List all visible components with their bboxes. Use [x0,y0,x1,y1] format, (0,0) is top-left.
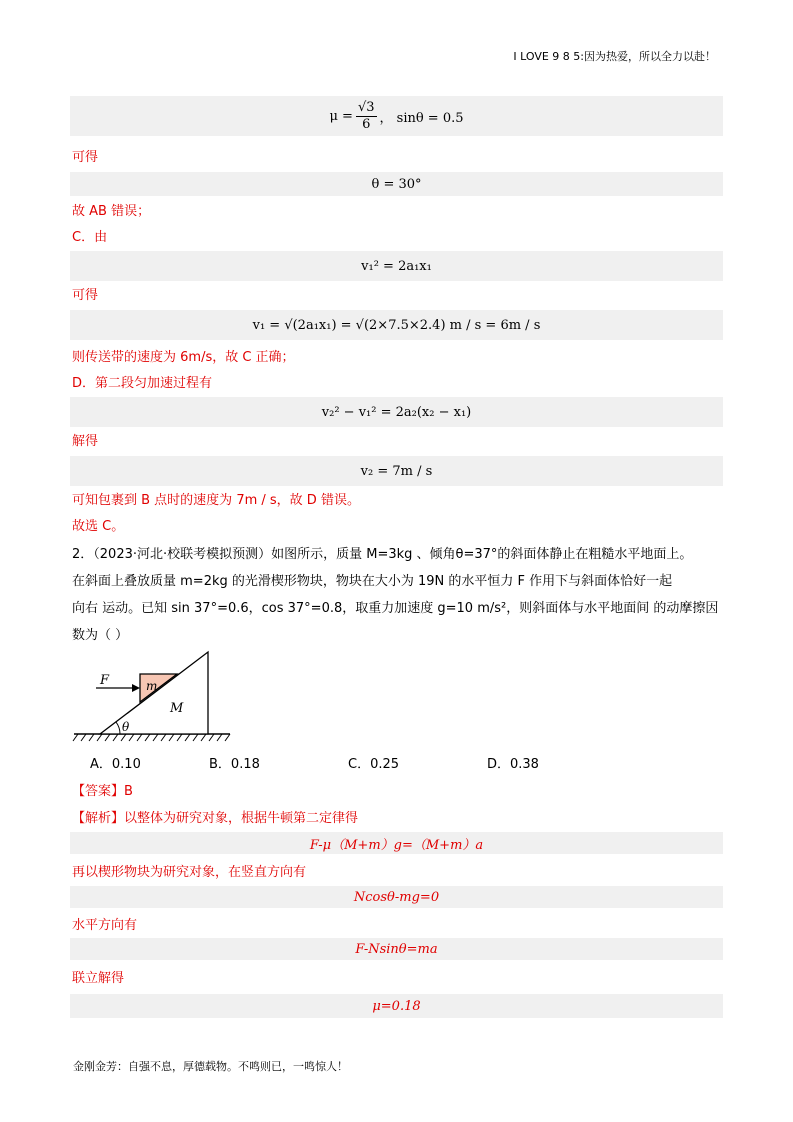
label-F: F [100,673,110,688]
text-choose-c: 故选 C。 [72,519,125,534]
equation-horizontal: F-Nsinθ=ma [70,938,723,960]
text-kede-2: 可得 [72,288,99,303]
incline-M [100,652,208,734]
answer-line: 【答案】B [72,784,133,799]
equation-v1-value: v₁ = √(2a₁x₁) = √(2×7.5×2.4) m / s = 6m / s [70,310,723,340]
ground-hatch [73,734,230,741]
incline-figure [70,648,235,744]
text-horizontal-intro: 水平方向有 [72,918,138,933]
label-m: m [146,679,158,693]
equation-newton-whole: F-μ（M+m）g=（M+m）a [70,832,723,854]
question-line-1: 2．（2023·河北·校联考模拟预测）如图所示，质量 M=3kg 、倾角θ=37°的斜面体静止在粗糙水平地面上。 [72,547,693,562]
text-combine: 联立解得 [72,971,125,986]
text-c-correct: 则传送带的速度为 6m/s，故 C 正确； [72,350,295,365]
label-theta: θ [122,720,130,734]
text-vertical-intro: 再以楔形物块为研究对象，在竖直方向有 [72,865,307,880]
equation-mu-result: μ=0.18 [70,994,723,1018]
force-arrowhead [132,684,140,692]
label-M: M [170,701,184,716]
text-d-wrong: 可知包裹到 B 点时的速度为 7m / s，故 D 错误。 [72,493,360,508]
text-d-intro: D．第二段匀加速过程有 [72,376,213,391]
fraction [356,100,377,133]
equation-vertical: Ncosθ-mg=0 [70,886,723,908]
text-ab-wrong: 故 AB 错误； [72,204,151,219]
option-c: C．0.25 [348,757,400,772]
option-a: A．0.10 [90,757,141,772]
analysis-line: 【解析】以整体为研究对象，根据牛顿第二定律得 [72,811,359,826]
text-c-by: C．由 [72,230,108,245]
equation-theta: θ = 30° [70,172,723,196]
fraction-denominator: 6 [362,116,371,132]
eq-mu-label: μ = [329,108,353,124]
equation-second-stage: v₂² − v₁² = 2a₂(x₂ − x₁) [70,397,723,427]
option-d: D．0.38 [487,757,539,772]
eq-sin: ， sinθ = 0.5 [379,110,464,126]
question-line-4: 数为（ ） [72,628,129,643]
text-kede-1: 可得 [72,150,99,165]
fraction-numerator: √3 [357,99,375,115]
page-header: I LOVE 9 8 5:因为热爱，所以全力以赴！ [513,50,716,63]
equation-mu-sin [70,96,723,136]
option-b: B．0.18 [209,757,260,772]
question-line-2: 在斜面上叠放质量 m=2kg 的光滑楔形物块，物块在大小为 19N 的水平恒力 F 作用下与斜面体恰好一起 [72,574,673,589]
equation-v1-squared: v₁² = 2a₁x₁ [70,251,723,281]
text-jiede: 解得 [72,434,99,449]
question-line-3: 向右 运动。已知 sin 37°=0.6，cos 37°=0.8，取重力加速度 g=10 m/s²，则斜面体与水平地面间 的动摩擦因 [72,601,719,616]
equation-v2-value: v₂ = 7m / s [70,456,723,486]
page-footer: 金刚金芳：自强不息，厚德载物。不鸣则已，一鸣惊人！ [73,1060,348,1073]
